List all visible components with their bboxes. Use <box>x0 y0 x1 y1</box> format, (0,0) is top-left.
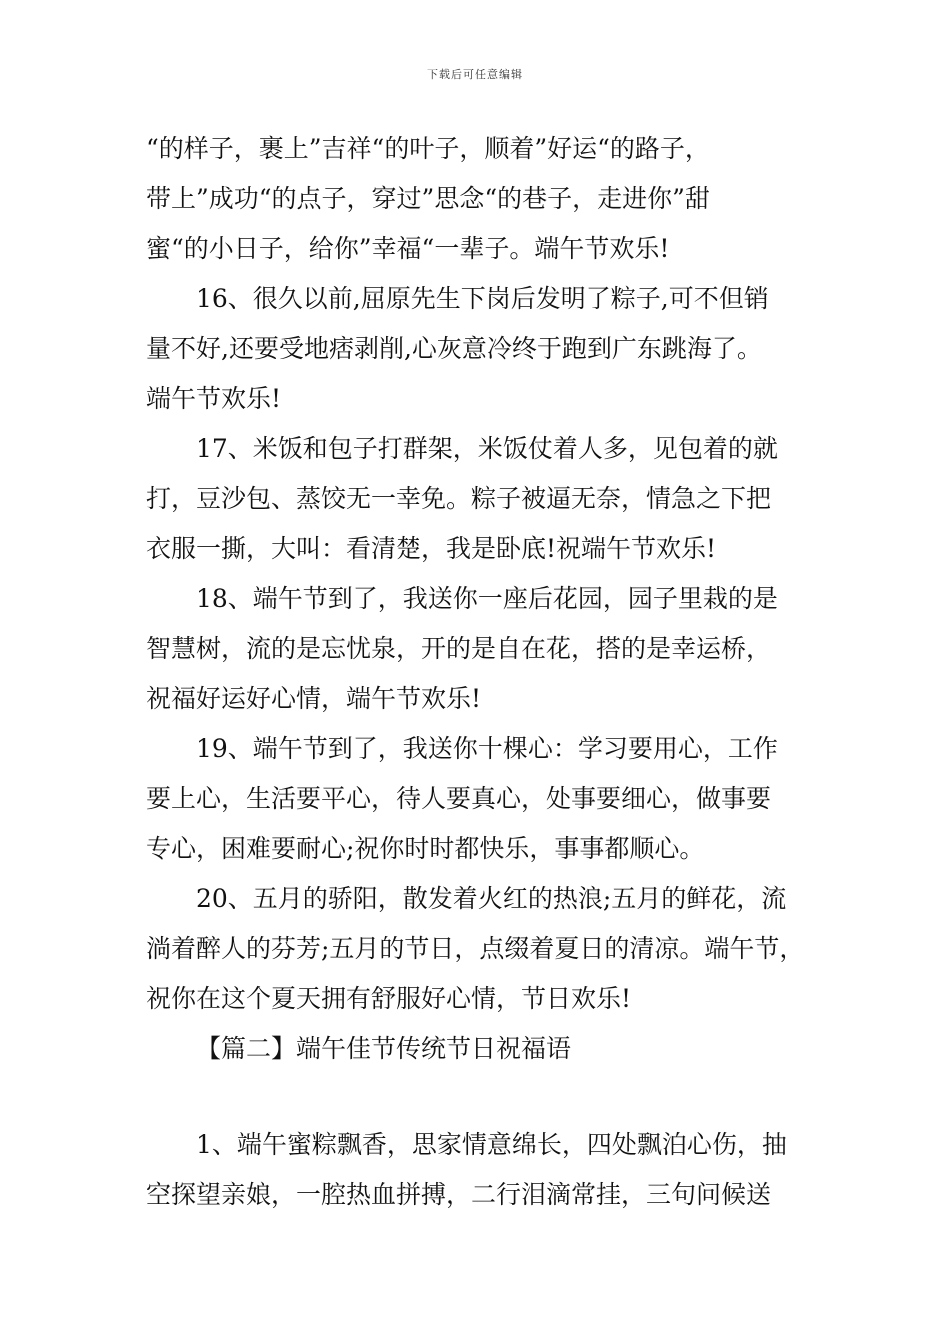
page-header: 下载后可任意编辑 <box>427 68 523 81</box>
text-line: 量不好,还要受地痞剥削,心灰意冷终于跑到广东跳海了。 <box>146 334 762 363</box>
text-line: 20、五月的骄阳，散发着火红的热浪;五月的鲜花，流 <box>196 884 787 913</box>
text-line: 17、米饭和包子打群架，米饭仗着人多，见包着的就 <box>196 434 778 463</box>
text-line: 衣服一撕，大叫：看清楚，我是卧底!祝端午节欢乐! <box>146 534 717 563</box>
text-line: 带上”成功“的点子，穿过”思念“的巷子，走进你”甜 <box>146 184 710 213</box>
text-line: 淌着醉人的芬芳;五月的节日，点缀着夏日的清凉。端午节， <box>146 934 805 963</box>
section-heading: 【篇二】端午佳节传统节日祝福语 <box>196 1034 572 1063</box>
text-line: 要上心，生活要平心，待人要真心，处事要细心，做事要 <box>146 784 772 813</box>
text-line: 16、很久以前,屈原先生下岗后发明了粽子,可不但销 <box>196 284 769 313</box>
text-line: 端午节欢乐! <box>146 384 282 413</box>
text-line: 18、端午节到了，我送你一座后花园，园子里栽的是 <box>196 584 778 613</box>
text-line: 1、端午蜜粽飘香，思家情意绵长，四处飘泊心伤，抽 <box>196 1130 787 1159</box>
text-line: 祝你在这个夏天拥有舒服好心情，节日欢乐! <box>146 984 632 1013</box>
text-line: 打，豆沙包、蒸饺无一幸免。粽子被逼无奈，情急之下把 <box>146 484 772 513</box>
text-line: “的样子，裹上”吉祥“的叶子，顺着”好运“的路子， <box>146 134 710 163</box>
text-line: 祝福好运好心情，端午节欢乐! <box>146 684 482 713</box>
text-line: 蜜“的小日子，给你”幸福“一辈子。端午节欢乐! <box>146 234 670 263</box>
text-line: 专心，困难要耐心;祝你时时都快乐，事事都顺心。 <box>146 834 705 863</box>
text-line: 智慧树，流的是忘忧泉，开的是自在花，搭的是幸运桥， <box>146 634 772 663</box>
text-line: 空探望亲娘，一腔热血拼搏，二行泪滴常挂，三句问候送 <box>146 1180 772 1209</box>
text-line: 19、端午节到了，我送你十棵心：学习要用心，工作 <box>196 734 778 763</box>
